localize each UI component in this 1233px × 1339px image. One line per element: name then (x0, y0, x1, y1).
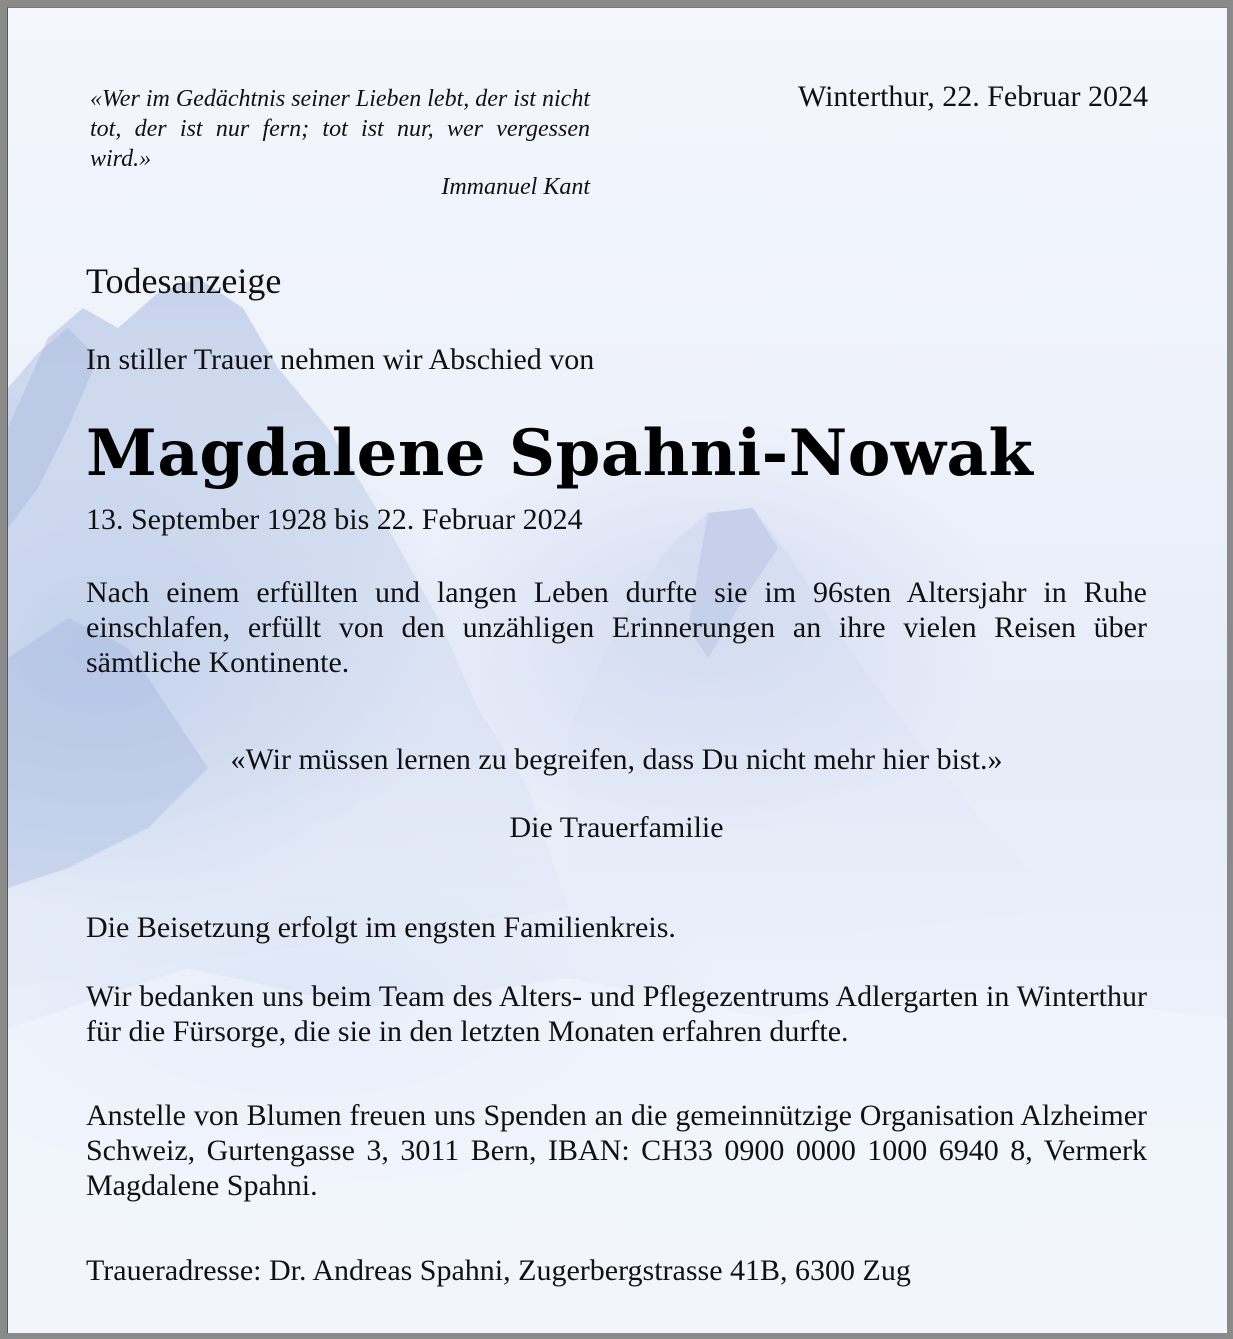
motto-author: Immanuel Kant (441, 174, 590, 200)
family-quote: «Wir müssen lernen zu begreifen, dass Du nicht mehr hier bist.» (230, 743, 1003, 776)
motto-quote: «Wer im Gedächtnis seiner Lieben lebt, der ist nicht tot, der ist nur fern; tot ist nur, wer vergessen wird.» (90, 86, 590, 172)
donation-paragraph: Anstelle von Blumen freuen uns Spenden an die gemeinnützige Organisation Alzheimer Schweiz, Gurtengasse 3, 3011 Bern, IBAN: CH33 0900 0000 1000 6940 8, Vermerk Magdalene Spahni. (86, 1099, 1147, 1202)
deceased-name: Magdalene Spahni-Nowak (86, 416, 1034, 491)
intro-line: In stiller Trauer nehmen wir Abschied von (86, 343, 595, 376)
page-title: Todesanzeige (86, 261, 282, 301)
mourning-address: Traueradresse: Dr. Andreas Spahni, Zugerbergstrasse 41B, 6300 Zug (86, 1254, 911, 1287)
obituary-page (7, 7, 1227, 1333)
place-date: Winterthur, 22. Februar 2024 (797, 80, 1148, 113)
thanks-paragraph: Wir bedanken uns beim Team des Alters- und Pflegezentrums Adlergarten in Winterthur für die Fürsorge, die sie in den letzten Monaten erfahren durfte. (86, 980, 1147, 1048)
life-paragraph: Nach einem erfüllten und langen Leben durfte sie im 96sten Altersjahr in Ruhe einschlafen, erfüllt von den unzähligen Erinnerungen an ihre vielen Reisen über sämtliche Kontinente. (86, 576, 1147, 679)
life-dates: 13. September 1928 bis 22. Februar 2024 (86, 503, 583, 536)
family-signature: Die Trauerfamilie (509, 811, 724, 844)
burial-notice: Die Beisetzung erfolgt im engsten Familienkreis. (86, 911, 676, 944)
